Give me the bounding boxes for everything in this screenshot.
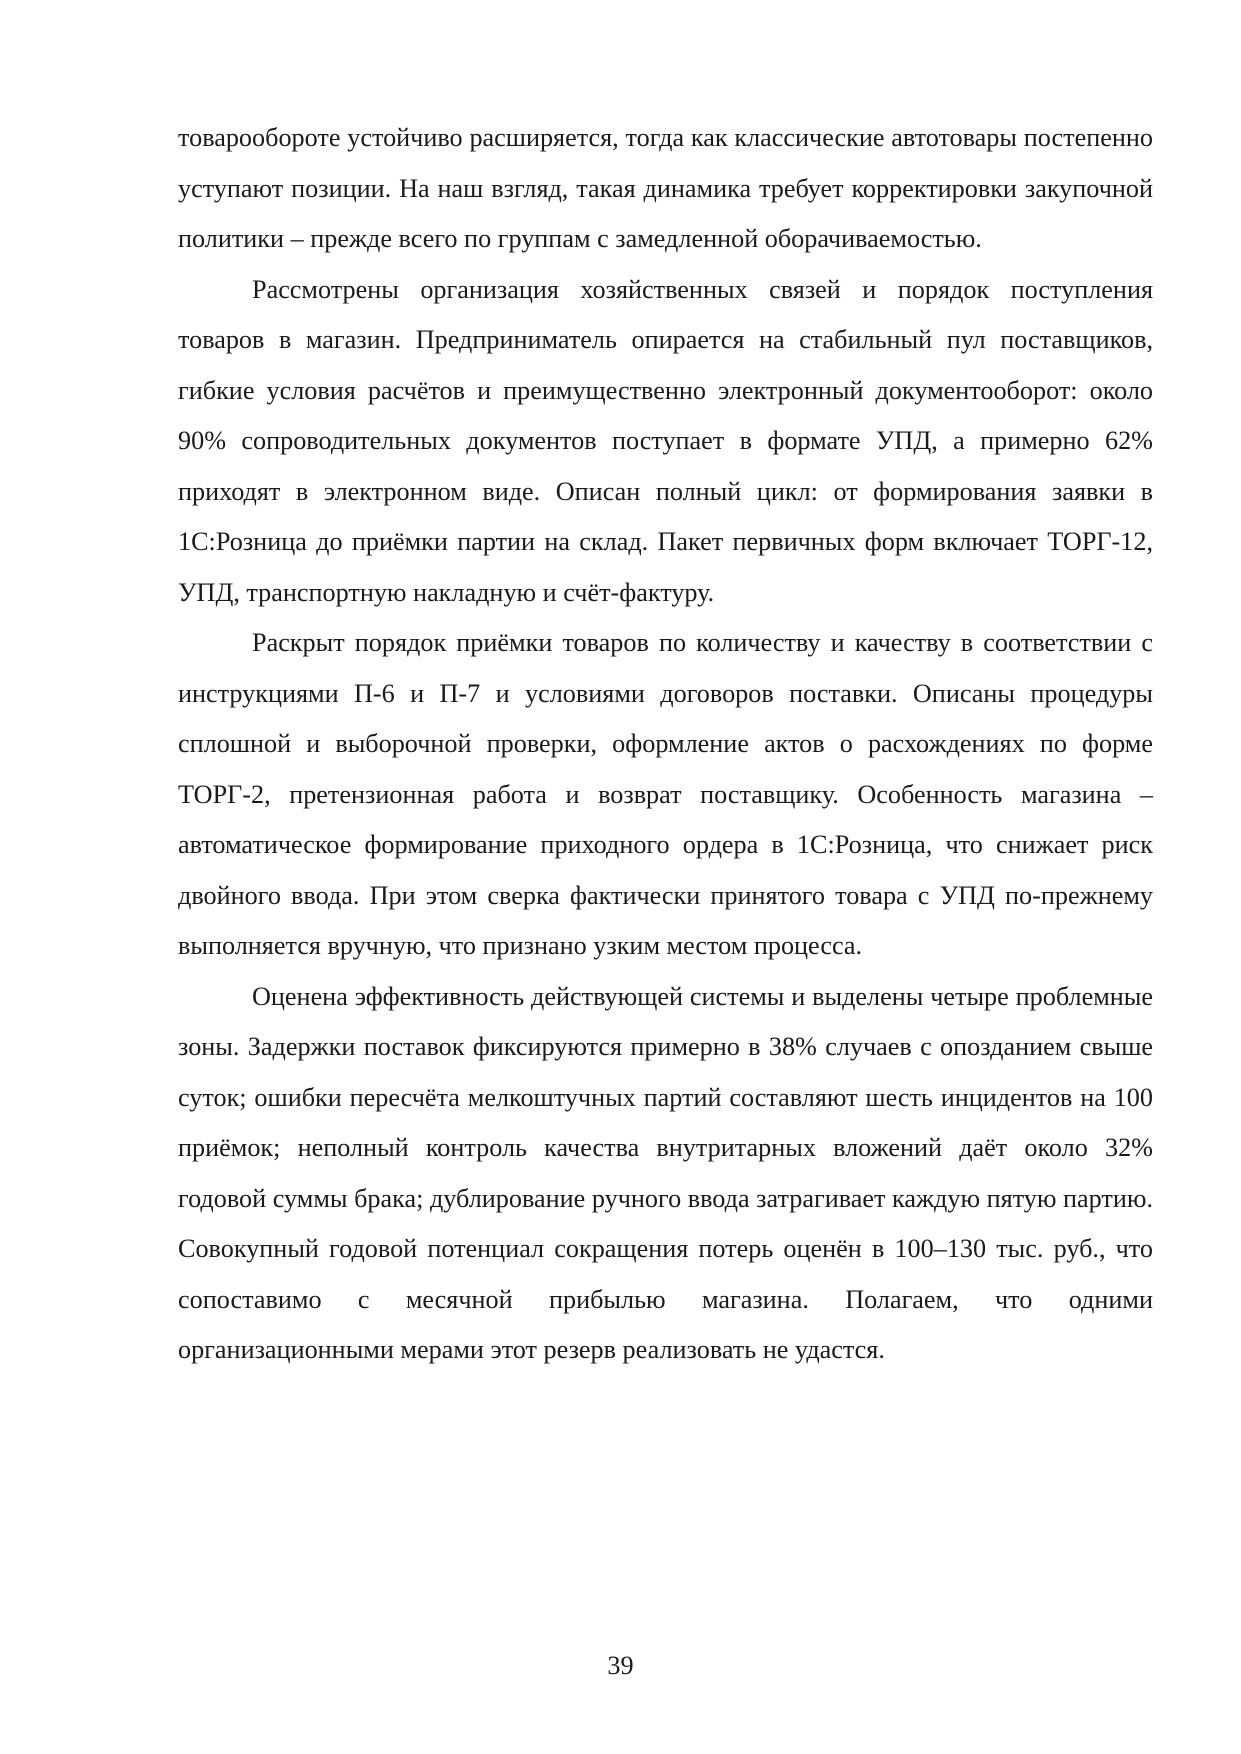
- paragraph-1: товарообороте устойчиво расширяется, тогда как классические автотовары постепенно уступают позиции. На наш взгляд, такая динамика требует корректировки закупочной политики – прежде всего по группам с замедленной оборачиваемостью.: [178, 123, 1153, 253]
- paragraph-3: Раскрыт порядок приёмки товаров по количеству и качеству в соответствии с инструкциями П-6 и П-7 и условиями договоров поставки. Описаны процедуры сплошной и выборочной проверки, оформление актов о расхождениях по форме ТОРГ-2, претензионная работа и возврат поставщику. Особенность магазина – автоматическое формирование приходного ордера в 1С:Розница, что снижает риск двойного ввода. При этом сверка фактически принятого товара с УПД по-прежнему выполняется вручную, что признано узким местом процесса.: [178, 628, 1153, 960]
- page-number: 39: [607, 1651, 634, 1680]
- body-text: [178, 113, 1153, 1376]
- paragraph-2: Рассмотрены организация хозяйственных связей и порядок поступления товаров в магазин. Предприниматель опирается на стабильный пул поставщиков, гибкие условия расчётов и преимущественно электронный документооборот: около 90% сопроводительных документов поступает в формате УПД, а примерно 62% приходят в электронном виде. Описан полный цикл: от формирования заявки в 1С:Розница до приёмки партии на склад. Пакет первичных форм включает ТОРГ-12, УПД, транспортную накладную и счёт-фактуру.: [178, 274, 1153, 607]
- paragraph-4: Оценена эффективность действующей системы и выделены четыре проблемные зоны. Задержки поставок фиксируются примерно в 38% случаев с опозданием свыше суток; ошибки пересчёта мелкоштучных партий составляют шесть инцидентов на 100 приёмок; неполный контроль качества внутритарных вложений даёт около 32% годовой суммы брака; дублирование ручного ввода затрагивает каждую пятую партию. Совокупный годовой потенциал сокращения потерь оценён в 100–130 тыс. руб., что сопоставимо с месячной прибылью магазина. Полагаем, что одними организационными мерами этот резерв реализовать не удастся.: [178, 981, 1153, 1364]
